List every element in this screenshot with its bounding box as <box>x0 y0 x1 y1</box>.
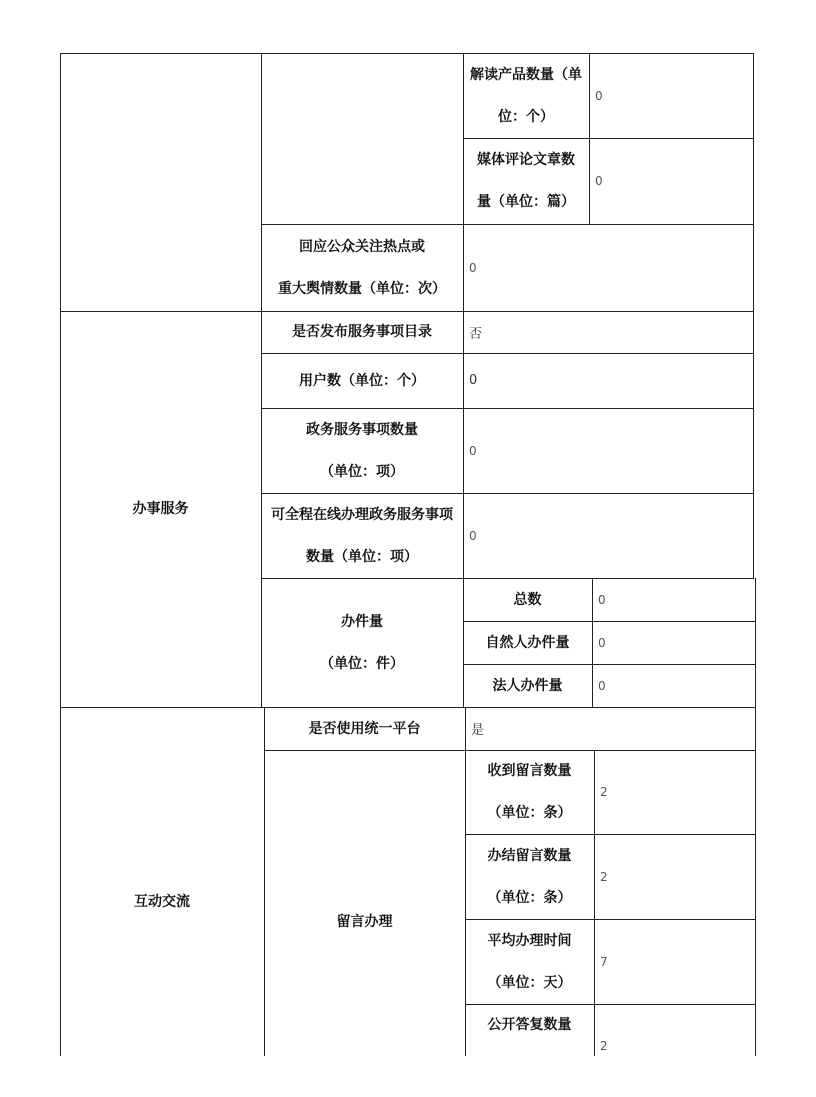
cases-natural-label: 自然人办件量 <box>485 634 570 651</box>
cases-total-label: 总数 <box>513 591 542 608</box>
avg-time-value: 7 <box>600 954 608 969</box>
cases-natural-value: 0 <box>598 635 606 650</box>
media-articles-label: 媒体评论文章数 量（单位：篇） <box>477 152 575 210</box>
users-value: 0 <box>469 373 478 388</box>
catalog-value: 否 <box>469 326 483 342</box>
received-value: 2 <box>600 785 608 799</box>
catalog-label: 是否发布服务事项目录 <box>292 324 432 340</box>
gov-items-value: 0 <box>469 443 477 458</box>
online-items-value: 0 <box>469 528 477 543</box>
avg-time-label: 平均办理时间 （单位：天） <box>487 932 572 991</box>
interpret-products-value: 0 <box>595 88 603 103</box>
hotspot-response-value: 0 <box>469 260 477 275</box>
cases-legal-label: 法人办件量 <box>492 677 563 694</box>
cases-total-value: 0 <box>598 592 606 607</box>
section-service: 办事服务 <box>132 501 189 517</box>
public-reply-value: 2 <box>600 1039 608 1053</box>
section-interaction: 互动交流 <box>134 894 190 910</box>
cases-legal-value: 0 <box>598 678 606 693</box>
received-label: 收到留言数量 （单位：条） <box>487 763 572 821</box>
media-articles-value: 0 <box>595 174 603 188</box>
gov-items-label: 政务服务事项数量 （单位：项） <box>306 421 418 480</box>
public-reply-label: 公开答复数量 <box>487 1017 572 1033</box>
hotspot-response-label: 回应公众关注热点或 重大舆情数量（单位：次） <box>278 238 446 297</box>
finished-value: 2 <box>600 869 608 884</box>
users-label: 用户数（单位：个） <box>299 372 425 389</box>
platform-label: 是否使用统一平台 <box>308 720 421 737</box>
cases-label: 办件量 （单位：件） <box>320 613 404 672</box>
online-items-label: 可全程在线办理政务服务事项 数量（单位：项） <box>271 506 453 565</box>
messages-label: 留言办理 <box>336 914 393 930</box>
interpret-products-label: 解读产品数量（单 位：个） <box>470 66 582 125</box>
finished-label: 办结留言数量 （单位：条） <box>487 847 572 906</box>
platform-value: 是 <box>471 723 485 738</box>
